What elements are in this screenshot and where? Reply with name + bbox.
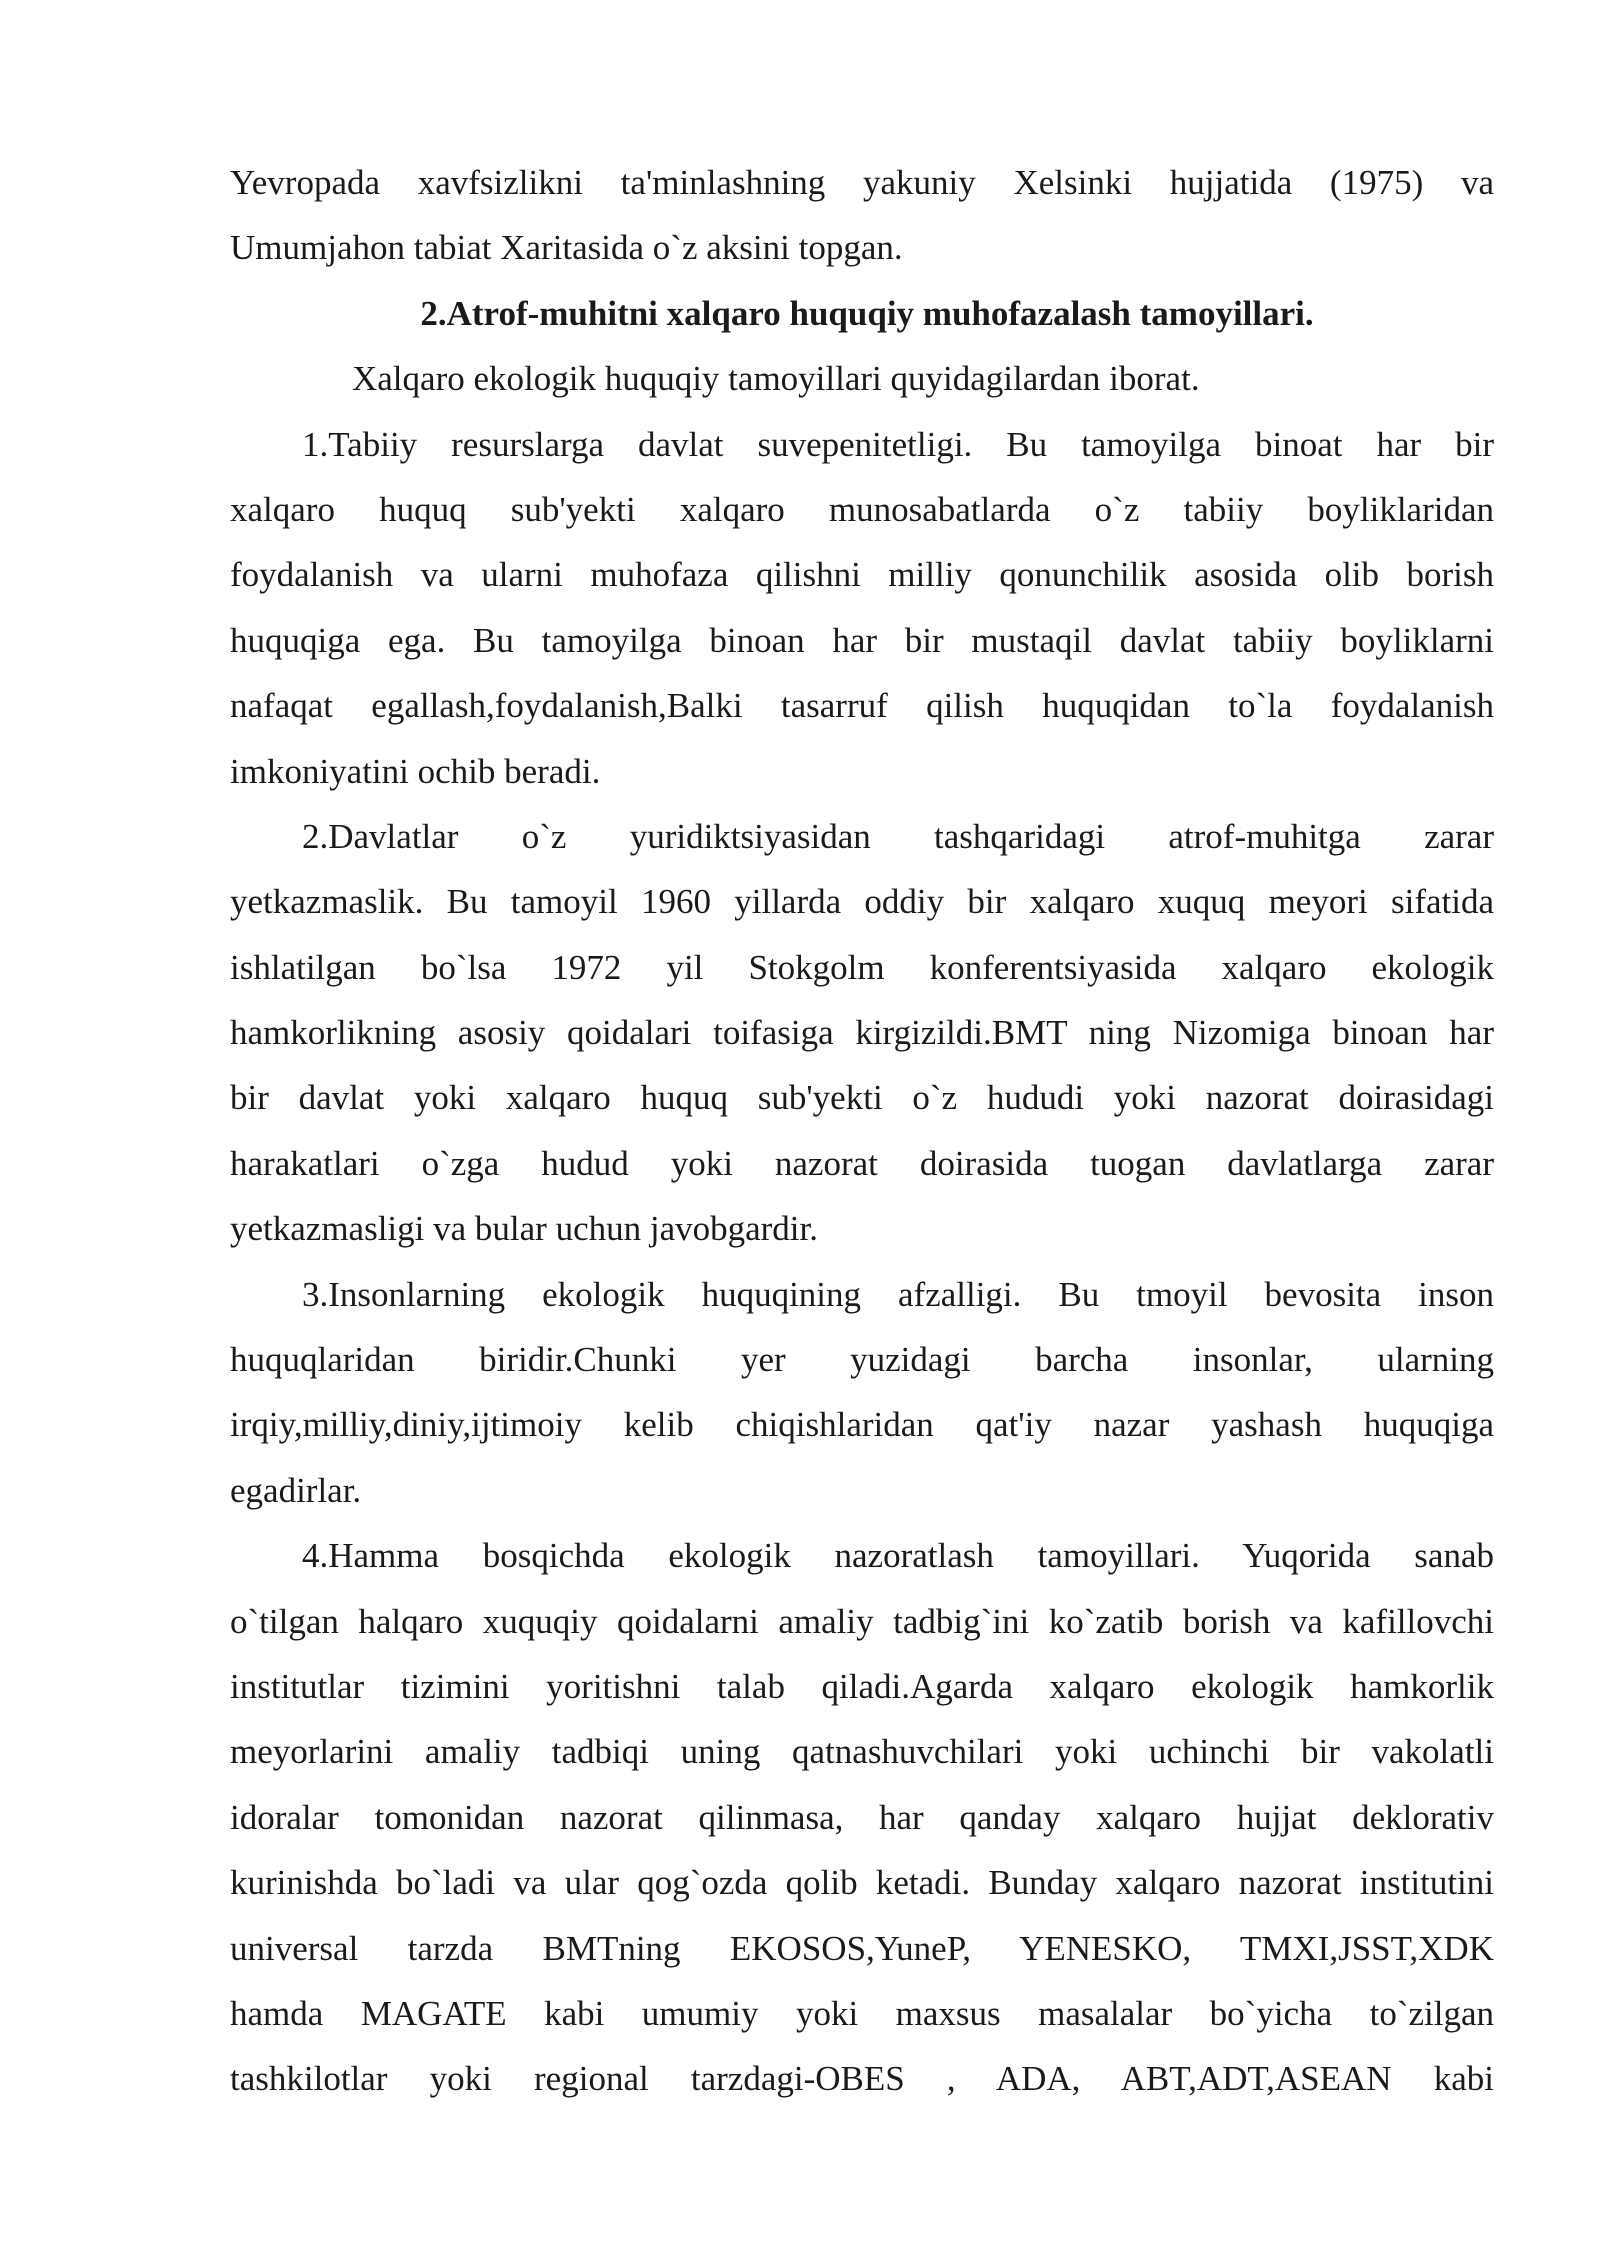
text-line: egadirlar.	[230, 1470, 362, 1510]
text-line: Xalqaro ekologik huquqiy tamoyillari quyidagilardan iborat.	[352, 359, 1200, 399]
text-line: institutlar tizimini yoritishni talab qiladi.Agarda xalqaro ekologik hamkorlik	[230, 1666, 1494, 1706]
document-page	[230, 150, 1494, 2112]
text-line: ishlatilgan bo`lsa 1972 yil Stokgolm konferentsiyasida xalqaro ekologik	[230, 947, 1494, 987]
text-line: imkoniyatini ochib beradi.	[230, 751, 601, 791]
text-line: foydalanish va ularni muhofaza qilishni milliy qonunchilik asosida olib borish	[230, 555, 1494, 595]
text-line: idoralar tomonidan nazorat qilinmasa, har qanday xalqaro hujjat deklorativ	[230, 1797, 1494, 1837]
text-line: 4.Hamma bosqichda ekologik nazoratlash tamoyillari. Yuqorida sanab	[302, 1536, 1494, 1576]
text-line: universal tarzda BMTning EKOSOS,YuneP, YENESKO, TMXI,JSST,XDK	[230, 1928, 1494, 1968]
text-line: yetkazmaslik. Bu tamoyil 1960 yillarda oddiy bir xalqaro xuquq meyori sifatida	[230, 882, 1494, 922]
section-heading: 2.Atrof-muhitni xalqaro huquqiy muhofazalash tamoyillari.	[420, 293, 1314, 333]
text-line: yetkazmasligi va bular uchun javobgardir.	[230, 1209, 819, 1249]
text-line: huquqlaridan biridir.Chunki yer yuzidagi barcha insonlar, ularning	[230, 1340, 1494, 1380]
text-line: xalqaro huquq sub'yekti xalqaro munosabatlarda o`z tabiiy boyliklaridan	[230, 489, 1494, 529]
text-line: 2.Davlatlar o`z yuridiktsiyasidan tashqaridagi atrof-muhitga zarar	[302, 816, 1494, 856]
text-line: kurinishda bo`ladi va ular qog`ozda qolib ketadi. Bunday xalqaro nazorat institutini	[230, 1863, 1494, 1903]
text-line: huquqiga ega. Bu tamoyilga binoan har bir mustaqil davlat tabiiy boyliklarni	[230, 620, 1494, 660]
text-line: bir davlat yoki xalqaro huquq sub'yekti o`z hududi yoki nazorat doirasidagi	[230, 1078, 1494, 1118]
text-line: hamda MAGATE kabi umumiy yoki maxsus masalalar bo`yicha to`zilgan	[230, 1993, 1494, 2033]
text-line: meyorlarini amaliy tadbiqi uning qatnashuvchilari yoki uchinchi bir vakolatli	[230, 1732, 1494, 1772]
text-line: 3.Insonlarning ekologik huquqining afzalligi. Bu tmoyil bevosita inson	[302, 1274, 1494, 1314]
text-line: harakatlari o`zga hudud yoki nazorat doirasida tuogan davlatlarga zarar	[230, 1143, 1494, 1183]
text-line: Yevropada xavfsizlikni ta'minlashning yakuniy Xelsinki hujjatida (1975) va	[230, 163, 1494, 202]
document-body	[230, 150, 1494, 2112]
text-line: nafaqat egallash,foydalanish,Balki tasarruf qilish huquqidan to`la foydalanish	[230, 686, 1494, 726]
text-line: Umumjahon tabiat Xaritasida o`z aksini topgan.	[230, 228, 903, 268]
text-line: tashkilotlar yoki regional tarzdagi-OBES , ADA, ABT,ADT,ASEAN kabi	[230, 2059, 1494, 2099]
text-line: 1.Tabiiy resurslarga davlat suvepenitetligi. Bu tamoyilga binoat har bir	[302, 424, 1494, 464]
text-line: irqiy,milliy,diniy,ijtimoiy kelib chiqishlaridan qat'iy nazar yashash huquqiga	[230, 1405, 1494, 1445]
text-line: o`tilgan halqaro xuquqiy qoidalarni amaliy tadbig`ini ko`zatib borish va kafillovchi	[230, 1601, 1494, 1641]
text-line: hamkorlikning asosiy qoidalari toifasiga kirgizildi.BMT ning Nizomiga binoan har	[230, 1013, 1494, 1053]
